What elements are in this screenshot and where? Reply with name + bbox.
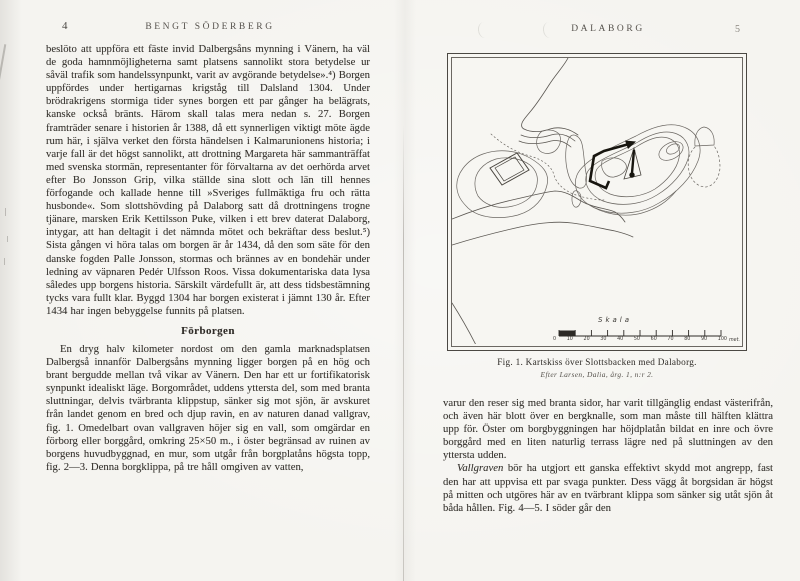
contour-castle-hill [588,191,676,215]
shoreline-path [452,303,478,344]
scan-artifact [4,258,5,265]
ruin-outline-dotted [688,146,720,187]
tower-ruin-dot [629,172,634,177]
section-heading-forborgen: Förborgen [181,324,235,337]
scan-artifact [0,44,6,82]
scale-tick-label: 40 [617,337,624,342]
right-page-text [443,397,773,515]
gutter-fold-line [403,125,404,581]
coastline-path [522,58,568,129]
scan-artifact [5,208,6,216]
scale-tick-label: 60 [650,337,657,342]
scale-label: Skala [598,316,633,324]
sketch-map-drawing [452,58,742,344]
scale-tick-labels [553,337,727,342]
castle-wall-outline [590,144,629,188]
building-foundation-outline [495,157,524,181]
scale-tick-label: 70 [667,337,674,342]
scale-tick-label: 80 [684,337,691,342]
left-page-text [46,43,370,474]
left-paragraph-1: beslöto att uppföra ett fäste invid Dalbergsåns mynning i Vänern, ha väl de goda hamnmöjligheterna samt platsens sannolikt stora betydelse ur såväl trafik som handelssynpunkt, varit av avgörande betydelse».⁴) Borgen uppfördes under hertigarnas krigståg till Dalsland 1304. Under brödrakrigens stormiga tider synes borgen ett par gånger ha belägrats, kanske också bränts. Härom skall talas mera nedan s. 27. Borgen framträder senare i historien år 1388, då ett synnerligen viktigt möte ägde rum här, i själva verket den första händelsen i Kalmarunionens historia; i varje fall är det högst sannolikt, att drottning Margareta här sammanträffat med svenska stormän, representanter för förvaltarna av det oerhörda arvet efter Bo Jonsson Grip, vilka ställde sina slott och län till hennes förfogande och kallade henne till »Sveriges fullmäktiga fru och rätta husbonde«. Som slottshövding på Dalaborg satt då drottningens trogne tjänare, marsken Erik Kettilsson Puke, vilken i ett brev daterat Dalaborg, intygar, att han deltagit i det nämnda mötet och bekräftar dess beslut.⁵) Sista gången vi höra talas om borgen är år 1434, då den som säte för den danske fogden Palle Jonsson, stormas och brännes av en bondehär under ledning av väpnaren Pedér Ulfsson Roos. Vissa dokumentariska data lysa således upp borgens historia. Särskilt värdefullt är, att dess tidsbestämning tycks vara fullt klar. Byggd 1304 har borgen existerat i jämnt 130 år. Efter 1434 har ingen bebyggelse funnits på platsen. [46,43,370,317]
left-running-head: BENGT SÖDERBERG [145,22,275,32]
right-paragraph-2 [443,462,773,514]
scale-tick-label: 30 [600,337,607,342]
figure-1-map-frame [447,53,747,351]
ravine-line [521,134,575,141]
right-paragraph-2-rest: bör ha utgjort ett ganska effektivt skydd mot angrepp, fast den har att uppvisa ett par svaga punkter. Dess vägg åt borgsidan är högst på mitten och utgöres här av en tvärbrant klippa som sänker sig utåt sjön åt båda hållen. Fig. 4—5. I söder går den [443,462,773,514]
figure-credit: Efter Larsen, Dalia, årg. 1, n:r 2. [540,370,654,379]
contour-castle-hill [656,138,686,164]
shoreline-path [452,222,633,245]
scale-ruler [559,330,721,336]
trail-dotted [491,134,604,200]
left-page-number: 4 [62,20,68,32]
contour-castle-hill [575,125,700,213]
scale-tick-label: 100 [717,337,727,342]
right-paragraph-1: varur den reser sig med branta sidor, har varit tillgänglig endast västerifrån, och även här blott över en bergknalle, som man måste till hälften klättra upp för. Öster om borgbyggningen har höjdplatån bildat en inre och övre borggård med en liten naturlig terrass lägre ned på sluttningen av den yttersta udden. [443,397,773,462]
right-running-head: DALABORG [571,24,645,34]
scale-tick-label: 20 [583,337,590,342]
ravine-line [524,128,578,135]
contour-castle-hill [602,158,627,177]
scale-unit-label: met. [729,337,741,343]
scale-tick-label: 0 [553,337,557,342]
figure-caption: Fig. 1. Kartskiss över Slottsbacken med Dalaborg. [497,357,697,367]
contour-blob [572,191,581,207]
right-page-number: 5 [735,24,740,35]
left-paragraph-2: En dryg halv kilometer nordost om den gamla marknadsplatsen Dalbergså innanför Dalbergsåns mynning ligger borgen på en hög och brant bergudde mellan två vikar av Vänern. Den har ett ur fortifikatorisk synpunkt idealiskt läge. Borgområdet, uddens yttersta del, som med branta sluttningar, delvis tvärbranta klippstup, sänker sig mot sjön, är avskuret från landet genom en bred och djup ravin, en av naturen danad vallgrav, fig. 1. Omedelbart ovan vallgraven höjer sig en vall, som omgärdar en förborg eller borggård, omkring 25×50 m., i öster begränsad av ruinen av borgens huvudbyggnad, en mur, som utgår från borgplatåns högsta topp, fig. 2—3. Denna borgklippa, på tre håll omgiven av vatten, [46,342,370,473]
figure-1-map [451,57,743,347]
scale-tick-label: 10 [566,337,573,342]
right-paragraph-2-lead: Vallgraven [457,462,504,475]
gutter-shadow [394,0,416,581]
scale-tick-label: 50 [633,337,640,342]
ruin-outline-solid [695,127,714,146]
contour-blob [566,135,587,188]
scan-artifact [7,236,8,242]
scale-tick-label: 90 [700,337,708,342]
ravine-line [519,140,571,147]
